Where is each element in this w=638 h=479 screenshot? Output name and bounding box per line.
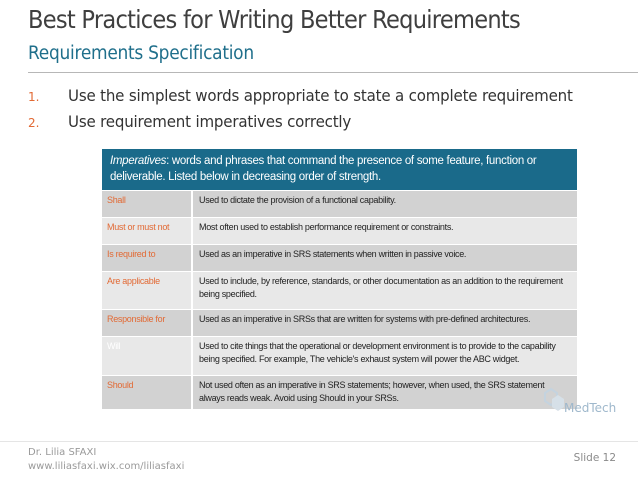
imperative-definition: Used to dictate the provision of a functional capability. [199, 195, 396, 205]
imperative-definition: Most often used to establish performance requirement or constraints. [199, 222, 454, 232]
bullet-text: Use the simplest words appropriate to state a complete requirement [68, 86, 573, 105]
imperative-definition: Used to cite things that the operational or development environment is to provide to the capability being specified. For example, The vehicle's exhaust system will power the ABC widget. [199, 341, 556, 364]
imperatives-table [102, 149, 577, 409]
table-row [102, 309, 577, 336]
imperative-term: Is required to [102, 245, 193, 271]
slide-subtitle: Requirements Specification [28, 43, 254, 64]
title-divider [28, 72, 638, 73]
bullet-number: 1. [28, 90, 40, 104]
table-row [102, 244, 577, 271]
bullet-number: 2. [28, 116, 40, 130]
imperative-term: Should [102, 376, 193, 409]
imperative-term: Must or must not [102, 218, 193, 244]
imperative-definition: Used as an imperative in SRS statements when written in passive voice. [199, 249, 467, 259]
footer-divider [0, 441, 638, 442]
slide-number: Slide 12 [573, 452, 616, 464]
imperative-term: Will [102, 337, 193, 375]
table-row [102, 271, 577, 309]
table-row [102, 217, 577, 244]
table-header-term: Imperatives [110, 155, 167, 167]
imperative-definition: Not used often as an imperative in SRS statements; however, when used, the SRS statement always reads weak. Avoid using Should in your SRSs. [199, 380, 545, 403]
table-row [102, 190, 577, 217]
footer-url: www.liliasfaxi.wix.com/liliasfaxi [28, 461, 185, 472]
table-header-text: : words and phrases that command the presence of some feature, function or deliverable. Listed below in decreasing order of strength. [110, 155, 537, 183]
table-header [102, 149, 577, 190]
logo-text: MedTech [564, 401, 617, 415]
bullet-text: Use requirement imperatives correctly [68, 112, 352, 131]
medtech-logo [534, 384, 624, 420]
table-body [102, 190, 577, 409]
imperative-definition: Used to include, by reference, standards, or other documentation as an addition to the requirement being specified. [199, 276, 563, 299]
table-row [102, 375, 577, 409]
imperative-term: Are applicable [102, 272, 193, 309]
imperative-term: Shall [102, 191, 193, 217]
footer-author: Dr. Lilia SFAXI [28, 447, 97, 458]
slide-title: Best Practices for Writing Better Requirements [28, 5, 520, 34]
imperative-definition: Used as an imperative in SRSs that are written for systems with pre-defined architectures. [199, 314, 531, 324]
table-row [102, 336, 577, 375]
imperative-term: Responsible for [102, 310, 193, 336]
